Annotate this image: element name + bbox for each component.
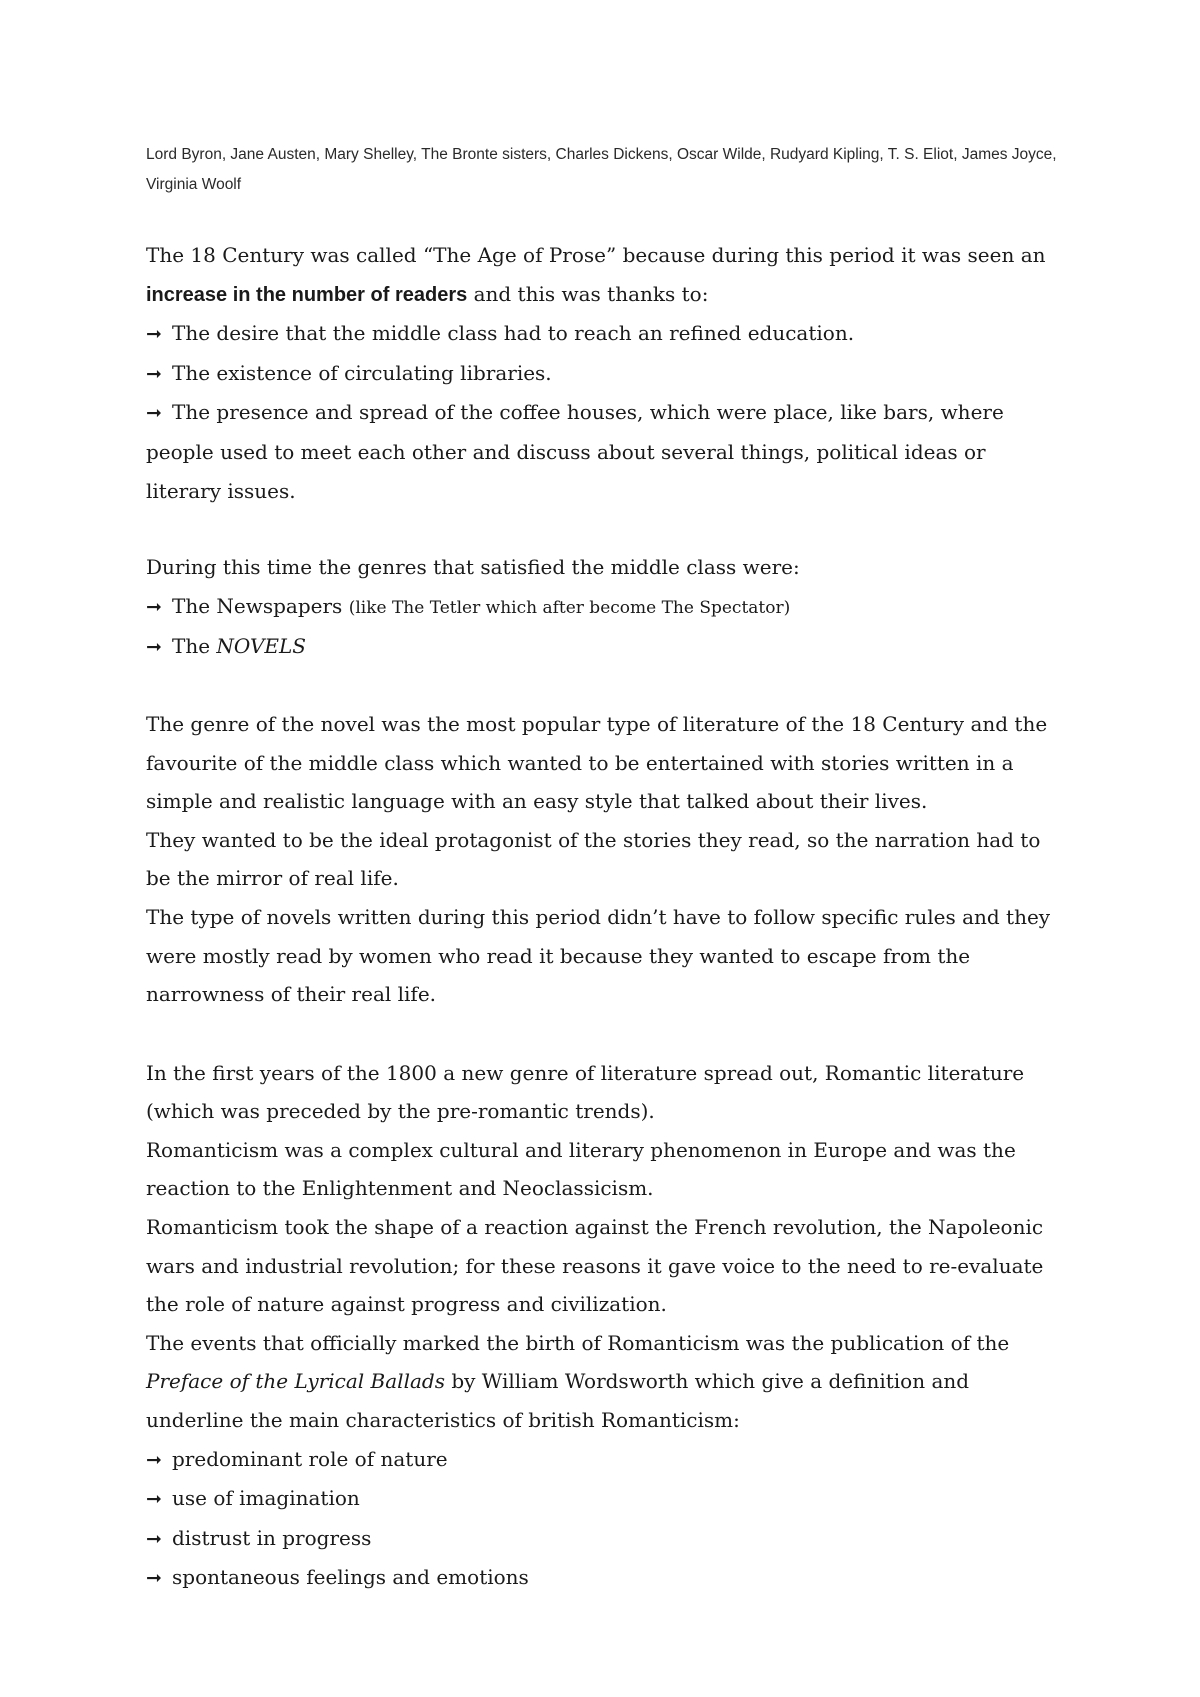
- romanticism-bullet-4: [146, 1558, 1066, 1598]
- romanticism-bullet-text: predominant role of nature: [172, 1446, 448, 1471]
- section-romanticism: [146, 1054, 1066, 1598]
- arrow-icon: ➞: [146, 595, 162, 618]
- romanticism-bullet-1: [146, 1440, 1066, 1480]
- genres-bullet-novels: [146, 627, 1066, 667]
- romanticism-bullet-text: spontaneous feelings and emotions: [172, 1565, 529, 1590]
- romanticism-paragraph-2: Romanticism was a complex cultural and literary phenomenon in Europe and was the reaction to the Enlightenment and Neoclassicism.: [146, 1137, 1016, 1201]
- arrow-icon: ➞: [146, 362, 162, 385]
- romanticism-bullet-text: use of imagination: [172, 1486, 360, 1511]
- document-page: [146, 140, 1066, 1598]
- prose-bullet-text: The desire that the middle class had to reach an refined education.: [172, 321, 855, 346]
- arrow-icon: ➞: [146, 323, 162, 346]
- prose-bullet-text: The existence of circulating libraries.: [172, 360, 552, 385]
- arrow-icon: ➞: [146, 1448, 162, 1471]
- section-genres: [146, 548, 1066, 667]
- arrow-icon: ➞: [146, 1527, 162, 1550]
- romanticism-paragraph-4: [146, 1324, 1066, 1440]
- romanticism-paragraph-1: In the first years of the 1800 a new genre of literature spread out, Romantic literature (which was preceded by the pre-romantic trends).: [146, 1060, 1025, 1124]
- romanticism-bullet-3: [146, 1519, 1066, 1559]
- novel-paragraph-1: The genre of the novel was the most popular type of literature of the 18 Century and the favourite of the middle class which wanted to be entertained with stories written in a simple and realistic language with an easy style that talked about their lives.: [146, 711, 1048, 814]
- romanticism-p4-italic: Preface of the Lyrical Ballads: [146, 1369, 445, 1394]
- genres-intro: During this time the genres that satisfied the middle class were:: [146, 555, 800, 580]
- romanticism-p4-part1: The events that officially marked the birth of Romanticism was the publication of the: [146, 1330, 1010, 1355]
- romanticism-bullet-text: distrust in progress: [172, 1525, 372, 1550]
- romanticism-paragraph-3: Romanticism took the shape of a reaction against the French revolution, the Napoleonic wars and industrial revolution; for these reasons it gave voice to the need to re-evaluate the role of nature against progress and civilization.: [146, 1215, 1044, 1317]
- novel-paragraph-2: They wanted to be the ideal protagonist of the stories they read, so the narration had to be the mirror of real life.: [146, 827, 1041, 891]
- genres-bullet2-italic: NOVELS: [216, 634, 306, 659]
- prose-intro-bold: increase in the number of readers: [146, 283, 468, 306]
- genres-bullet1-prefix: The Newspapers: [172, 593, 349, 618]
- prose-bullet-text: The presence and spread of the coffee houses, which were place, like bars, where people used to meet each other and discuss about several things, political ideas or literary issues.: [146, 400, 1004, 503]
- prose-bullet-2: [146, 354, 1066, 394]
- arrow-icon: ➞: [146, 636, 162, 659]
- prose-intro-part1: The 18 Century was called “The Age of Prose” because during this period it was seen an: [146, 243, 1046, 267]
- prose-intro: [146, 236, 1066, 314]
- section-age-of-prose: [146, 236, 1066, 510]
- prose-bullet-1: [146, 314, 1066, 354]
- novel-paragraph-3: The type of novels written during this period didn’t have to follow specific rules and they were mostly read by women who read it because they wanted to escape from the narrowness of their real life.: [146, 904, 1051, 1007]
- prose-bullet-3: [146, 393, 1066, 510]
- section-novel: [146, 705, 1066, 1014]
- genres-bullet-newspapers: [146, 587, 1066, 628]
- genres-bullet1-note: (like The Tetler which after become The Spectator): [348, 597, 791, 618]
- arrow-icon: ➞: [146, 1488, 162, 1511]
- authors-line: Lord Byron, Jane Austen, Mary Shelley, The Bronte sisters, Charles Dickens, Oscar Wilde, Rudyard Kipling, T. S. Eliot, James Joyce, Virginia Woolf: [146, 146, 1057, 193]
- prose-intro-part2: and this was thanks to:: [467, 281, 709, 306]
- arrow-icon: ➞: [146, 1567, 162, 1590]
- arrow-icon: ➞: [146, 402, 162, 425]
- genres-bullet2-prefix: The: [172, 634, 217, 659]
- romanticism-bullet-2: [146, 1479, 1066, 1519]
- romanticism-p4-part2: by William Wordsworth which give a definition and underline the main characteristics of british Romanticism:: [146, 1369, 970, 1433]
